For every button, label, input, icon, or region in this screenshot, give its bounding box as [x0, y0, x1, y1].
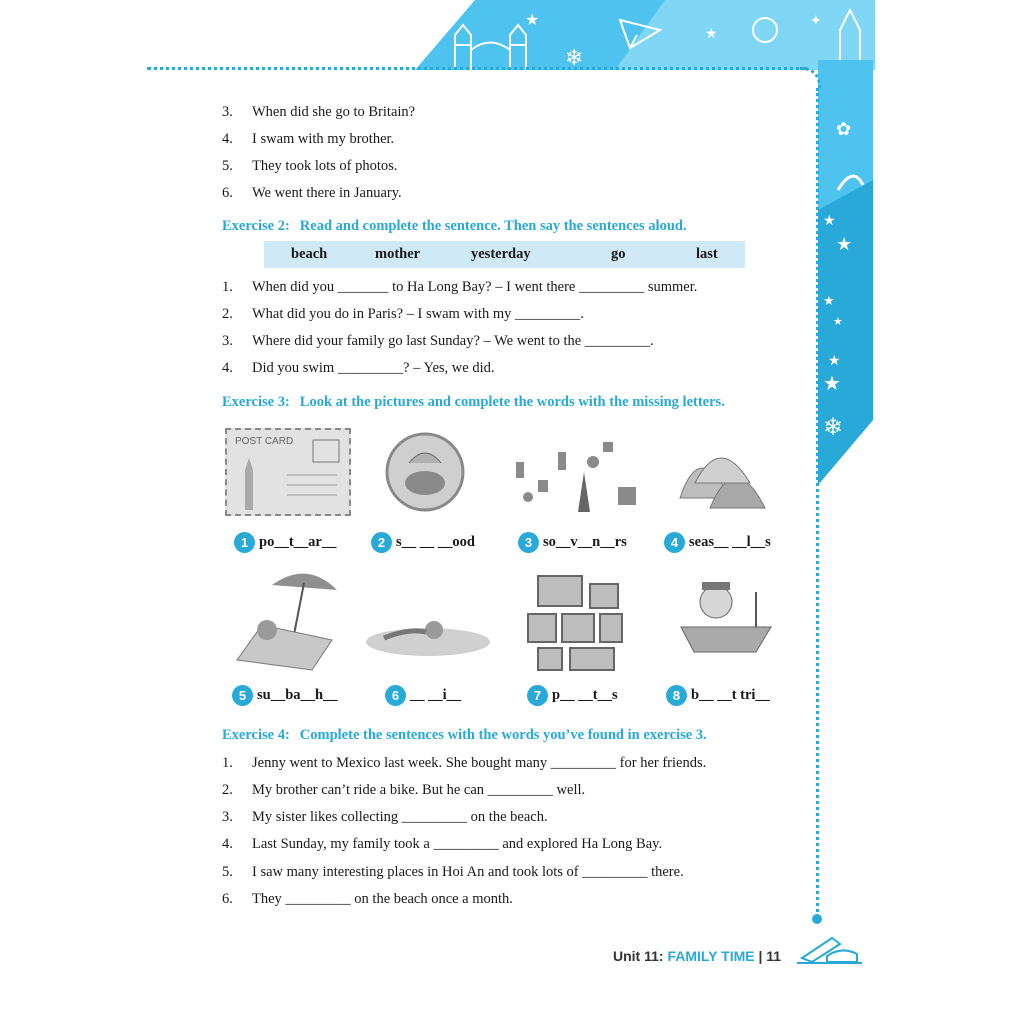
svg-text:★: ★	[836, 234, 853, 254]
svg-text:★: ★	[823, 293, 835, 308]
exercise3-label: Exercise 3:	[222, 394, 290, 410]
exercise4-instruction: Complete the sentences with the words you’ve found in exercise 3.	[299, 727, 707, 743]
ex2-item-4: 4. Did you swim _________? – Yes, we did.	[222, 360, 495, 376]
ex2-item-2: 2. What did you do in Paris? – I swam with my _________.	[222, 306, 584, 322]
ex4-item-3: 3. My sister likes collecting _________ on the beach.	[222, 809, 548, 825]
word-bank	[264, 241, 745, 268]
exercise2-label: Exercise 2:	[222, 218, 290, 234]
header-decoration	[415, 0, 875, 70]
right-dotted-border	[816, 88, 819, 918]
unit-number: Unit 11:	[613, 948, 664, 964]
svg-text:❄: ❄	[823, 415, 844, 441]
number-badge: 3	[518, 532, 539, 553]
word-bank-item: yesterday	[471, 246, 531, 262]
exercise3-heading	[222, 394, 725, 411]
ex1-item-3: 3. When did she go to Britain?	[222, 104, 416, 120]
svg-text:★: ★	[828, 354, 841, 369]
footer-separator: |	[758, 948, 763, 964]
ex3-item-6: 6 __ __i__	[385, 685, 461, 706]
postcard-image	[225, 428, 351, 516]
ex2-item-3: 3. Where did your family go last Sunday? – We went to the _________.	[222, 333, 654, 349]
ex4-item-4: 4. Last Sunday, my family took a _________ and explored Ha Long Bay.	[222, 836, 663, 852]
ex4-item-6: 6. They _________ on the beach once a month.	[222, 891, 513, 907]
exercise3-instruction: Look at the pictures and complete the words with the missing letters.	[299, 394, 725, 410]
swim-image	[364, 608, 492, 660]
svg-text:★: ★	[525, 12, 540, 29]
unit-title: FAMILY TIME	[667, 948, 755, 964]
writing-hand-icon	[792, 928, 872, 968]
number-badge: 6	[385, 685, 406, 706]
exercise4-label: Exercise 4:	[222, 727, 290, 743]
sidebar-decoration	[818, 60, 873, 490]
boat-trip-image	[676, 572, 776, 658]
exercise2-instruction: Read and complete the sentence. Then say the sentences aloud.	[299, 218, 687, 234]
souvenirs-image	[508, 432, 646, 514]
number-badge: 5	[232, 685, 253, 706]
ex1-item-6: 6. We went there in January.	[222, 185, 402, 201]
ex4-item-5: 5. I saw many interesting places in Hoi An and took lots of _________ there.	[222, 864, 684, 880]
page-footer	[613, 948, 781, 964]
svg-text:★: ★	[705, 27, 718, 42]
word-bank-item: beach	[291, 246, 328, 262]
ex3-item-2: 2 s__ __ __ood	[371, 532, 475, 553]
exercise4-heading	[222, 727, 707, 744]
border-dot	[812, 914, 822, 924]
photos-image	[524, 572, 624, 672]
svg-text:★: ★	[823, 373, 841, 395]
ex4-item-1: 1. Jenny went to Mexico last week. She bought many _________ for her friends.	[222, 755, 707, 771]
ex1-item-4: 4. I swam with my brother.	[222, 131, 395, 147]
page-number: 11	[766, 948, 782, 964]
seashells-image	[670, 428, 772, 516]
seafood-image	[384, 428, 466, 516]
svg-text:✦: ✦	[810, 14, 822, 29]
ex2-item-1: 1. When did you _______ to Ha Long Bay? – I went there _________ summer.	[222, 279, 698, 295]
ex1-item-5: 5. They took lots of photos.	[222, 158, 398, 174]
number-badge: 4	[664, 532, 685, 553]
ex4-item-2: 2. My brother can’t ride a bike. But he can _________ well.	[222, 782, 586, 798]
ex3-item-7: 7 p__ __t__s	[527, 685, 618, 706]
word-bank-item: mother	[375, 246, 421, 262]
number-badge: 7	[527, 685, 548, 706]
top-dotted-border	[147, 67, 807, 70]
svg-text:✿: ✿	[836, 119, 852, 139]
word-bank-item: last	[696, 246, 718, 262]
number-badge: 1	[234, 532, 255, 553]
svg-text:★: ★	[833, 316, 843, 328]
postcard-label: POST CARD	[235, 436, 294, 447]
number-badge: 2	[371, 532, 392, 553]
exercise2-heading	[222, 218, 687, 235]
number-badge: 8	[666, 685, 687, 706]
svg-text:❄: ❄	[565, 45, 584, 70]
svg-text:★: ★	[823, 214, 836, 229]
word-bank-item: go	[611, 246, 626, 262]
ex3-item-1: 1 po__t__ar__	[234, 532, 336, 553]
ex3-item-5: 5 su__ba__h__	[232, 685, 338, 706]
sunbathe-image	[232, 565, 344, 673]
ex3-item-3: 3 so__v__n__rs	[518, 532, 627, 553]
ex3-item-4: 4 seas__ __l__s	[664, 532, 771, 553]
ex3-item-8: 8 b__ __t tri__	[666, 685, 770, 706]
